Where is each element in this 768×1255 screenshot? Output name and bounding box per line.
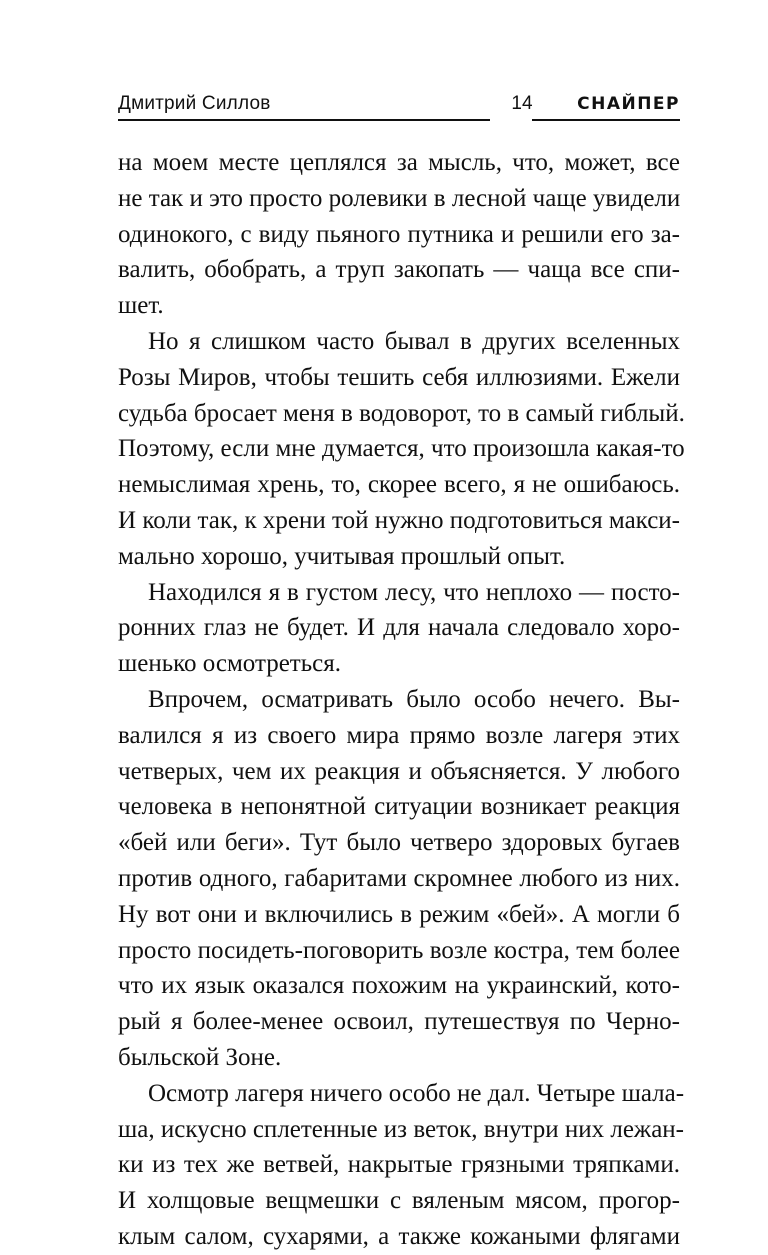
text-line: просто посидеть-поговорить возле костра, тем более [118, 936, 680, 964]
text-line: ки из тех же ветвей, накрытые грязными тряпками. [118, 1151, 680, 1179]
text-line: Ну вот они и включились в режим «бей». А могли б [118, 900, 680, 928]
text-line: Поэтому, если мне думается, что произошла какая-то [118, 435, 685, 463]
text-line: шенько осмотреться. [118, 650, 341, 678]
text-line: шет. [118, 292, 164, 320]
text-line: на моем месте цеплялся за мысль, что, может, все [118, 149, 680, 176]
running-header [118, 92, 680, 122]
header-rule-left [118, 119, 490, 121]
text-line: судьба бросает меня в водоворот, то в самый гиблый. [118, 399, 685, 427]
text-line: человека в непонятной ситуации возникает реакция [118, 793, 680, 821]
text-line: ронних глаз не будет. И для начала следовало хоро- [118, 614, 680, 642]
text-line: ша, искусно сплетенные из веток, внутри них лежан- [118, 1115, 685, 1143]
text-line: «бей или беги». Тут было четверо здоровых бугаев [118, 829, 680, 857]
text-line: одинокого, с виду пьяного путника и решили его за- [118, 220, 680, 248]
series-title: СНАЙПЕР [577, 94, 680, 114]
text-line: Впрочем, осматривать было особо нечего. Вы- [148, 685, 680, 713]
text-line: против одного, габаритами скромнее любого из них. [118, 864, 680, 892]
text-line: Но я слишком часто бывал в других вселенных [148, 327, 680, 355]
text-line: Розы Миров, чтобы тешить себя иллюзиями. Ежели [118, 363, 680, 391]
text-line: не так и это просто ролевики в лесной чаще увидели [118, 184, 681, 212]
author-name: Дмитрий Силлов [118, 93, 271, 114]
text-line: валился я из своего мира прямо возле лагеря этих [118, 721, 680, 749]
text-line: валить, обобрать, а труп закопать — чаща все спи- [118, 256, 680, 284]
text-line: клым салом, сухарями, а также кожаными флягами [118, 1222, 680, 1250]
body-text [118, 145, 685, 1255]
text-line: мально хорошо, учитывая прошлый опыт. [118, 542, 566, 570]
text-line: что их язык оказался похожим на украинский, кото- [118, 972, 680, 1000]
page-number: 14 [511, 93, 533, 114]
text-line: немыслимая хрень, то, скорее всего, я не ошибаюсь. [118, 471, 680, 499]
text-line: Находился я в густом лесу, что неплохо — посто- [148, 578, 680, 606]
text-line: рый я более-менее освоил, путешествуя по Черно- [118, 1008, 680, 1036]
text-line: И коли так, к хрени той нужно подготовиться макси- [118, 506, 680, 534]
text-line: Осмотр лагеря ничего особо не дал. Четыре шала- [148, 1079, 685, 1107]
text-line: четверых, чем их реакция и объясняется. У любого [118, 757, 680, 785]
text-line: И холщовые вещмешки с вяленым мясом, прогор- [118, 1187, 680, 1215]
text-line: быльской Зоне. [118, 1043, 282, 1071]
header-rule-right [532, 119, 680, 121]
